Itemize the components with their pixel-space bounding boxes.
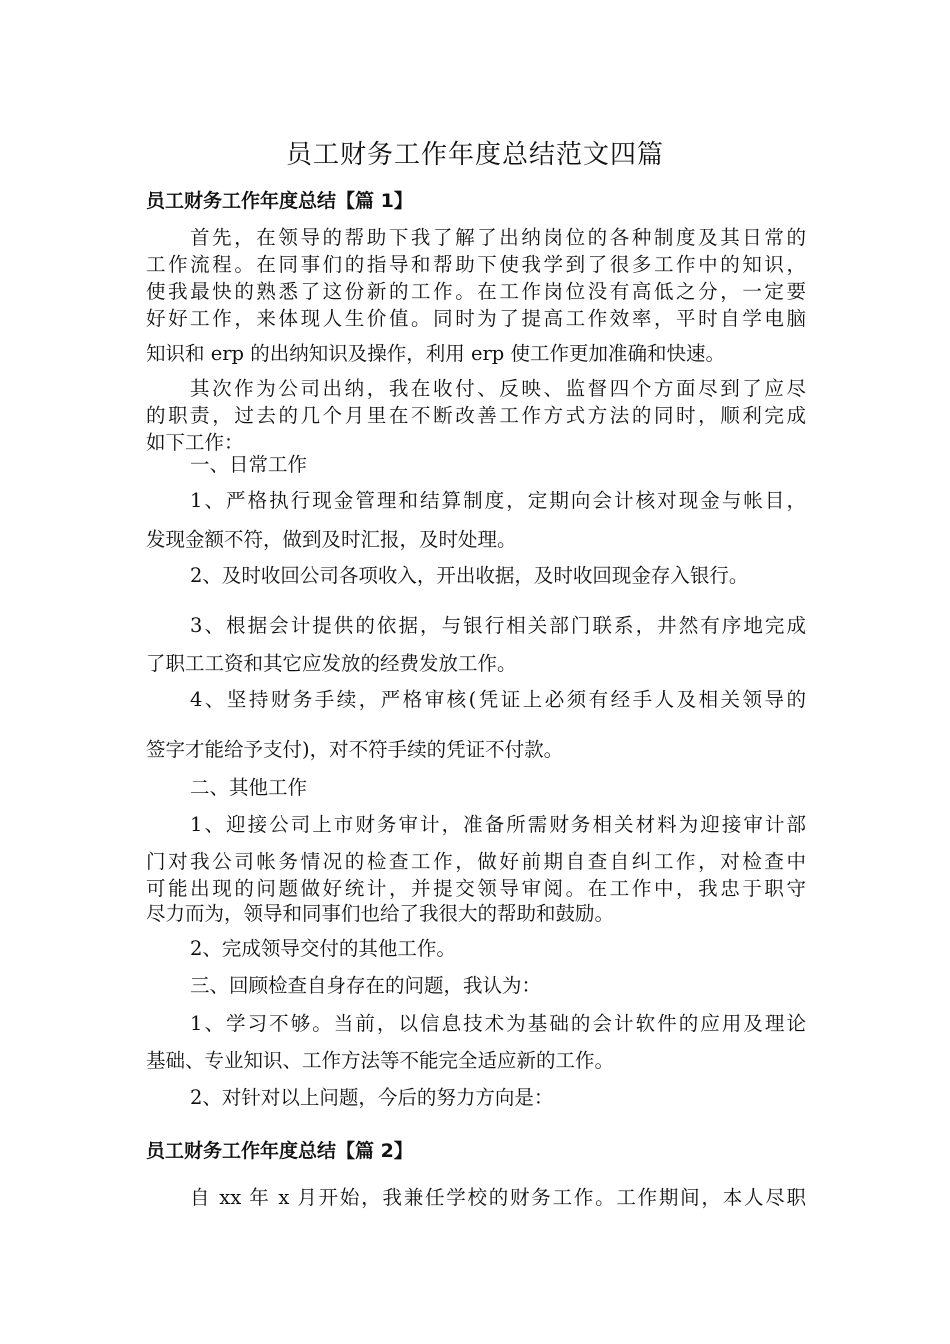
paragraph-line: 工作流程。在同事们的指导和帮助下使我学到了很多工作中的知识，: [146, 253, 806, 276]
paragraph-line: 的职责，过去的几个月里在不断改善工作方式方法的同时，顺利完成: [146, 404, 806, 427]
paragraph-line: 使我最快的熟悉了这份新的工作。在工作岗位没有高低之分，一定要: [146, 280, 806, 303]
paragraph-line: 3、根据会计提供的依据，与银行相关部门联系，井然有序地完成: [190, 614, 806, 637]
paragraph-line: 知识和 erp 的出纳知识及操作，利用 erp 使工作更加准确和快速。: [146, 342, 725, 365]
paragraph-line: 1、学习不够。当前，以信息技术为基础的会计软件的应用及理论: [190, 1012, 806, 1035]
subheading-line: 三、回顾检查自身存在的问题，我认为：: [190, 974, 542, 997]
paragraph-line: 自 xx 年 x 月开始，我兼任学校的财务工作。工作期间，本人尽职: [190, 1186, 806, 1209]
paragraph-line: 2、完成领导交付的其他工作。: [190, 937, 456, 960]
paragraph-line: 2、及时收回公司各项收入，开出收据，及时收回现金存入银行。: [190, 564, 749, 587]
paragraph-line: 了职工工资和其它应发放的经费发放工作。: [146, 652, 517, 675]
section-heading-1: 员工财务工作年度总结【篇 1】: [146, 190, 413, 212]
paragraph-line: 2、对针对以上问题，今后的努力方向是：: [190, 1086, 554, 1109]
section-heading-2: 员工财务工作年度总结【篇 2】: [146, 1140, 413, 1162]
paragraph-line: 4、坚持财务手续，严格审核(凭证上必须有经手人及相关领导的: [190, 688, 806, 711]
paragraph-line: 签字才能给予支付)，对不符手续的凭证不付款。: [146, 738, 564, 761]
subheading-line: 二、其他工作: [190, 776, 308, 799]
paragraph-line: 基础、专业知识、工作方法等不能完全适应新的工作。: [146, 1049, 615, 1072]
paragraph-line: 首先，在领导的帮助下我了解了出纳岗位的各种制度及其日常的: [190, 226, 806, 249]
paragraph-line: 1、迎接公司上市财务审计，准备所需财务相关材料为迎接审计部: [190, 813, 806, 836]
paragraph-line: 门对我公司帐务情况的检查工作，做好前期自查自纠工作，对检查中: [146, 850, 806, 873]
paragraph-line: 如下工作：: [146, 431, 244, 454]
paragraph-line: 好好工作，来体现人生价值。同时为了提高工作效率，平时自学电脑: [146, 307, 806, 330]
document-title: 员工财务工作年度总结范文四篇: [285, 140, 664, 170]
paragraph-line: 尽力而为，领导和同事们也给了我很大的帮助和鼓励。: [146, 902, 615, 925]
paragraph-line: 可能出现的问题做好统计，并提交领导审阅。在工作中，我忠于职守: [146, 877, 806, 900]
paragraph-line: 1、严格执行现金管理和结算制度，定期向会计核对现金与帐目，: [190, 489, 806, 512]
paragraph-line: 发现金额不符，做到及时汇报，及时处理。: [146, 528, 517, 551]
paragraph-line: 其次作为公司出纳，我在收付、反映、监督四个方面尽到了应尽: [190, 377, 806, 400]
subheading-line: 一、日常工作: [190, 453, 308, 476]
